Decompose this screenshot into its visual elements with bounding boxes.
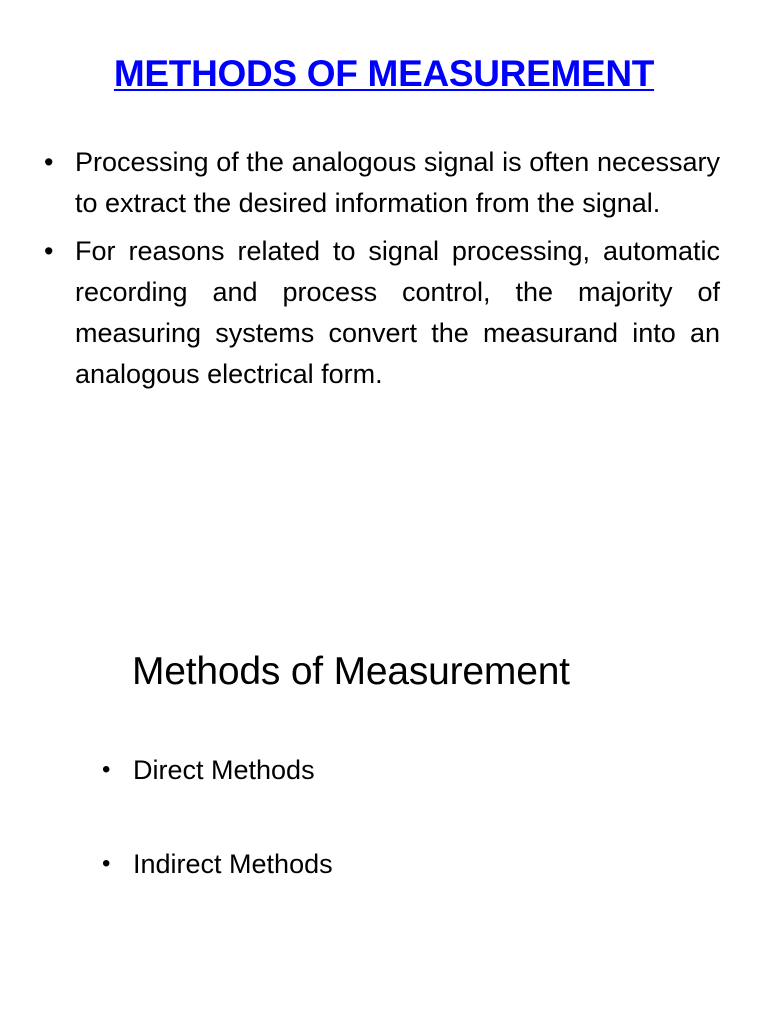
bullet-icon: • (102, 850, 111, 877)
slide-1-bullet-list (44, 142, 720, 402)
slide-1 (0, 0, 768, 500)
slide-2 (0, 500, 768, 1024)
bullet-icon: • (44, 147, 54, 177)
slide-1-title: METHODS OF MEASUREMENT (113, 53, 655, 94)
bullet-text: Indirect Methods (133, 849, 333, 879)
list-item (102, 750, 333, 790)
list-item (44, 142, 720, 224)
bullet-text: Direct Methods (133, 755, 315, 785)
slide-2-title: Methods of Measurement (132, 650, 570, 693)
bullet-text: For reasons related to signal processing, automatic recording and process control, the majority of measuring systems convert the measurand into an analogous electrical form. (75, 236, 720, 389)
bullet-icon: • (44, 236, 54, 266)
bullet-text: Processing of the analogous signal is often necessary to extract the desired information from the signal. (75, 147, 720, 218)
list-item (102, 844, 333, 884)
list-item (44, 231, 720, 395)
slide-2-bullet-list (102, 750, 333, 938)
bullet-icon: • (102, 756, 111, 783)
